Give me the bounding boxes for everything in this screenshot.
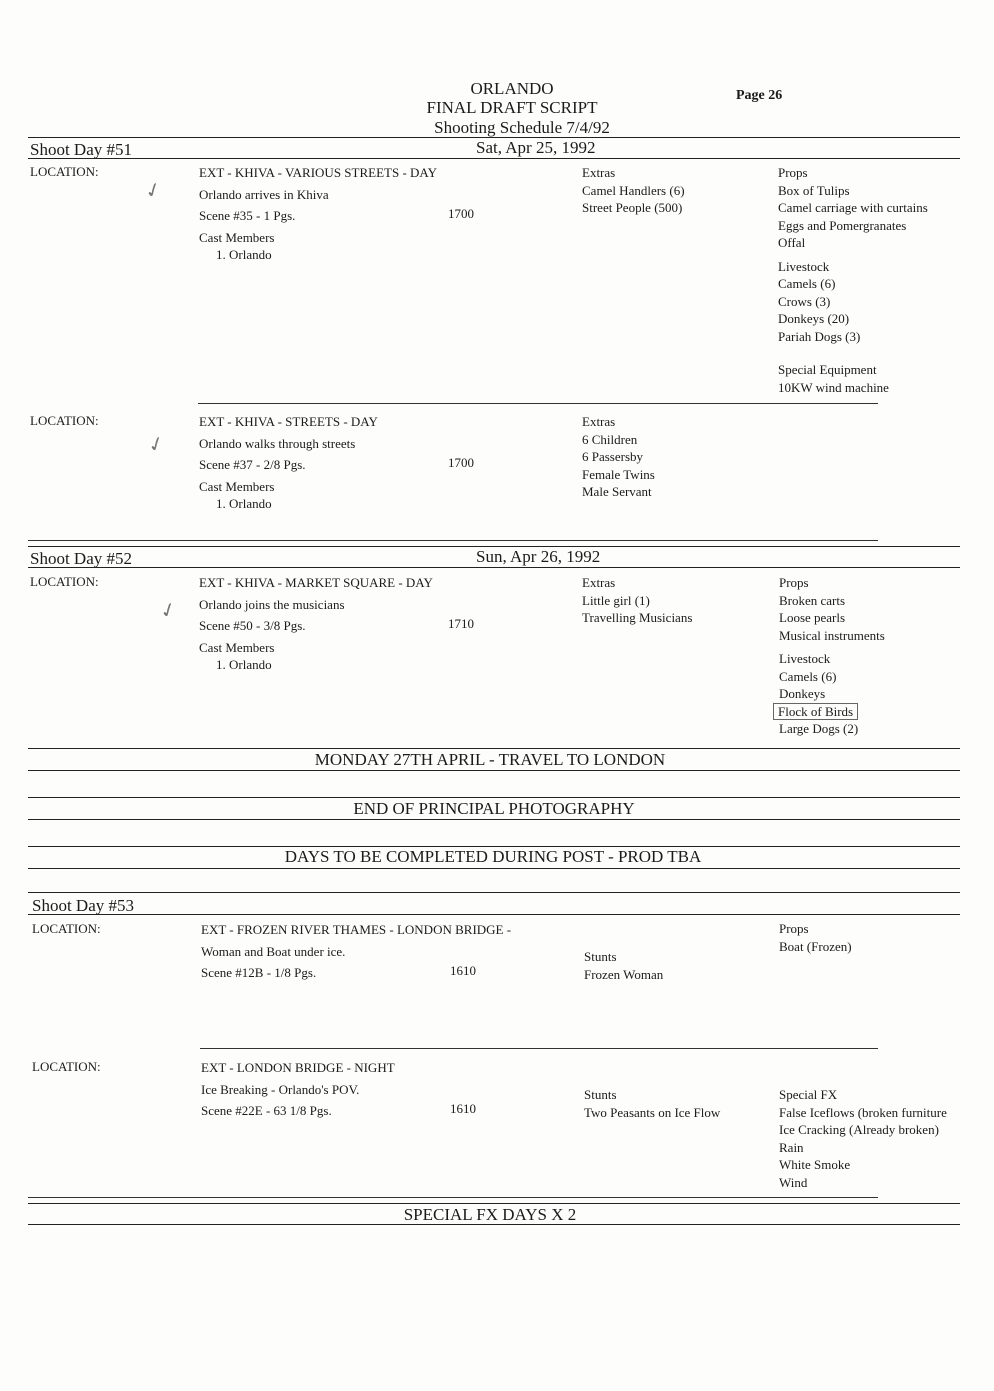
props-item: Boat (Frozen) [779,938,852,954]
shoot-day-date: Sun, Apr 26, 1992 [476,547,601,566]
rule [200,1048,878,1049]
extras-item: Travelling Musicians [582,610,693,625]
cast-member: 1. Orlando [216,657,272,672]
scene-description: Orlando walks through streets [199,435,356,451]
shoot-day-title: Shoot Day #53 [32,896,134,915]
livestock-item: Large Dogs (2) [779,721,859,736]
scene-heading: EXT - FROZEN RIVER THAMES - LONDON BRIDGE - [201,922,512,937]
doc-subtitle: FINAL DRAFT SCRIPT [426,98,598,117]
scene-block [199,574,433,674]
scene-description: Orlando arrives in Khiva [199,186,329,202]
stunts-item: Frozen Woman [584,966,664,982]
scene-time: 1610 [450,1101,476,1116]
rule [28,1203,960,1204]
cast-member: 1. Orlando [216,247,272,262]
special-fx-item: False Iceflows (broken furniture [779,1104,947,1120]
cast-label: Cast Members [199,478,275,494]
props-item: Box of Tulips [778,182,850,198]
rule [28,1224,960,1225]
special-fx-item: Ice Cracking (Already broken) [779,1122,939,1137]
livestock-item: Pariah Dogs (3) [778,328,861,344]
livestock-item: Donkeys (20) [778,311,850,326]
props-block [779,920,852,955]
scene-block [201,1059,395,1120]
extras-block [582,574,692,627]
location-label: LOCATION: [32,1059,101,1074]
check-mark-icon: ✓ [141,177,166,205]
scene-heading: EXT - KHIVA - STREETS - DAY [199,414,378,429]
rule [28,892,960,893]
props-item: Camel carriage with curtains [778,200,928,215]
cast-member: 1. Orlando [216,496,272,511]
location-label: LOCATION: [32,921,101,936]
check-mark-icon: ✓ [156,597,181,625]
check-mark-icon: ✓ [144,431,169,459]
special-fx-item: Wind [779,1174,808,1190]
stunts-item: Two Peasants on Ice Flow [584,1104,721,1120]
scene-number: Scene #12B - 1/8 Pgs. [201,965,317,980]
special-fx-block [779,1086,991,1191]
location-label: LOCATION: [30,164,99,179]
props-item: Eggs and Pomergranates [778,217,907,233]
extras-block [582,164,685,217]
scene-block [199,164,437,264]
shoot-day-date: Sat, Apr 25, 1992 [476,138,596,157]
extras-item: Male Servant [582,484,652,499]
extras-item: Female Twins [582,466,655,482]
extras-item: 6 Passersby [582,449,644,464]
scene-heading: EXT - LONDON BRIDGE - NIGHT [201,1060,395,1075]
rule [28,797,960,798]
livestock-label: Livestock [778,258,830,274]
livestock-item: Camels (6) [778,276,836,291]
scene-number: Scene #35 - 1 Pgs. [199,208,296,223]
equipment-item: 10KW wind machine [778,379,889,395]
rule [28,748,960,749]
livestock-item [779,703,885,721]
extras-item: Camel Handlers (6) [582,182,685,198]
rule [28,567,960,568]
scene-number: Scene #50 - 3/8 Pgs. [199,618,306,633]
equipment-label: Special Equipment [778,362,877,377]
scene-time: 1710 [448,616,474,631]
schedule-date-title: Shooting Schedule 7/4/92 [434,118,610,137]
doc-title: ORLANDO [470,79,554,98]
livestock-item: Camels (6) [779,668,837,684]
extras-item: Street People (500) [582,200,683,215]
extras-item: Little girl (1) [582,592,650,608]
livestock-label: Livestock [779,651,831,666]
scene-time: 1700 [448,206,474,221]
scene-time: 1700 [448,455,474,470]
travel-banner: MONDAY 27TH APRIL - TRAVEL TO LONDON [314,750,666,769]
cast-label: Cast Members [199,639,275,655]
rule [28,914,960,915]
special-fx-item: Rain [779,1139,804,1155]
extras-block [582,413,655,501]
rule [28,819,960,820]
special-fx-banner: SPECIAL FX DAYS X 2 [403,1205,577,1224]
extras-label: Extras [582,575,616,590]
scene-block [199,413,378,513]
props-item: Offal [778,235,806,250]
stunts-block [584,1086,720,1121]
circled-item: Flock of Birds [773,703,858,720]
props-block [779,574,885,738]
special-fx-label: Special FX [779,1087,838,1102]
scene-heading: EXT - KHIVA - VARIOUS STREETS - DAY [199,165,437,180]
scene-description: Orlando joins the musicians [199,596,345,612]
cast-label: Cast Members [199,229,275,245]
stunts-block [584,948,663,983]
page-number: Page 26 [736,88,783,103]
stunts-label: Stunts [584,949,617,964]
post-production-banner: DAYS TO BE COMPLETED DURING POST - PROD TBA [284,847,702,866]
location-label: LOCATION: [30,574,99,589]
extras-label: Extras [582,414,616,429]
scene-time: 1610 [450,963,476,978]
props-block [778,164,928,396]
location-label: LOCATION: [30,413,99,428]
rule [28,540,878,541]
props-label: Props [779,575,809,590]
rule [28,1197,878,1198]
shoot-day-title: Shoot Day #52 [30,549,132,568]
props-item: Loose pearls [779,610,846,625]
rule [198,403,878,404]
scene-number: Scene #22E - 63 1/8 Pgs. [201,1103,332,1118]
props-label: Props [779,921,809,936]
special-fx-item: White Smoke [779,1157,851,1172]
rule [28,868,960,869]
extras-label: Extras [582,165,616,180]
scene-heading: EXT - KHIVA - MARKET SQUARE - DAY [199,575,433,590]
rule [28,158,960,159]
scene-description: Woman and Boat under ice. [201,943,346,959]
scene-number: Scene #37 - 2/8 Pgs. [199,457,306,472]
stunts-label: Stunts [584,1087,617,1102]
props-label: Props [778,165,808,180]
shoot-day-title: Shoot Day #51 [30,140,132,159]
props-item: Musical instruments [779,627,885,643]
livestock-item: Donkeys [779,686,826,701]
scene-description: Ice Breaking - Orlando's POV. [201,1081,360,1097]
livestock-item: Crows (3) [778,293,831,309]
extras-item: 6 Children [582,431,638,447]
end-principal-banner: END OF PRINCIPAL PHOTOGRAPHY [353,799,635,818]
props-item: Broken carts [779,592,846,608]
rule [28,770,960,771]
